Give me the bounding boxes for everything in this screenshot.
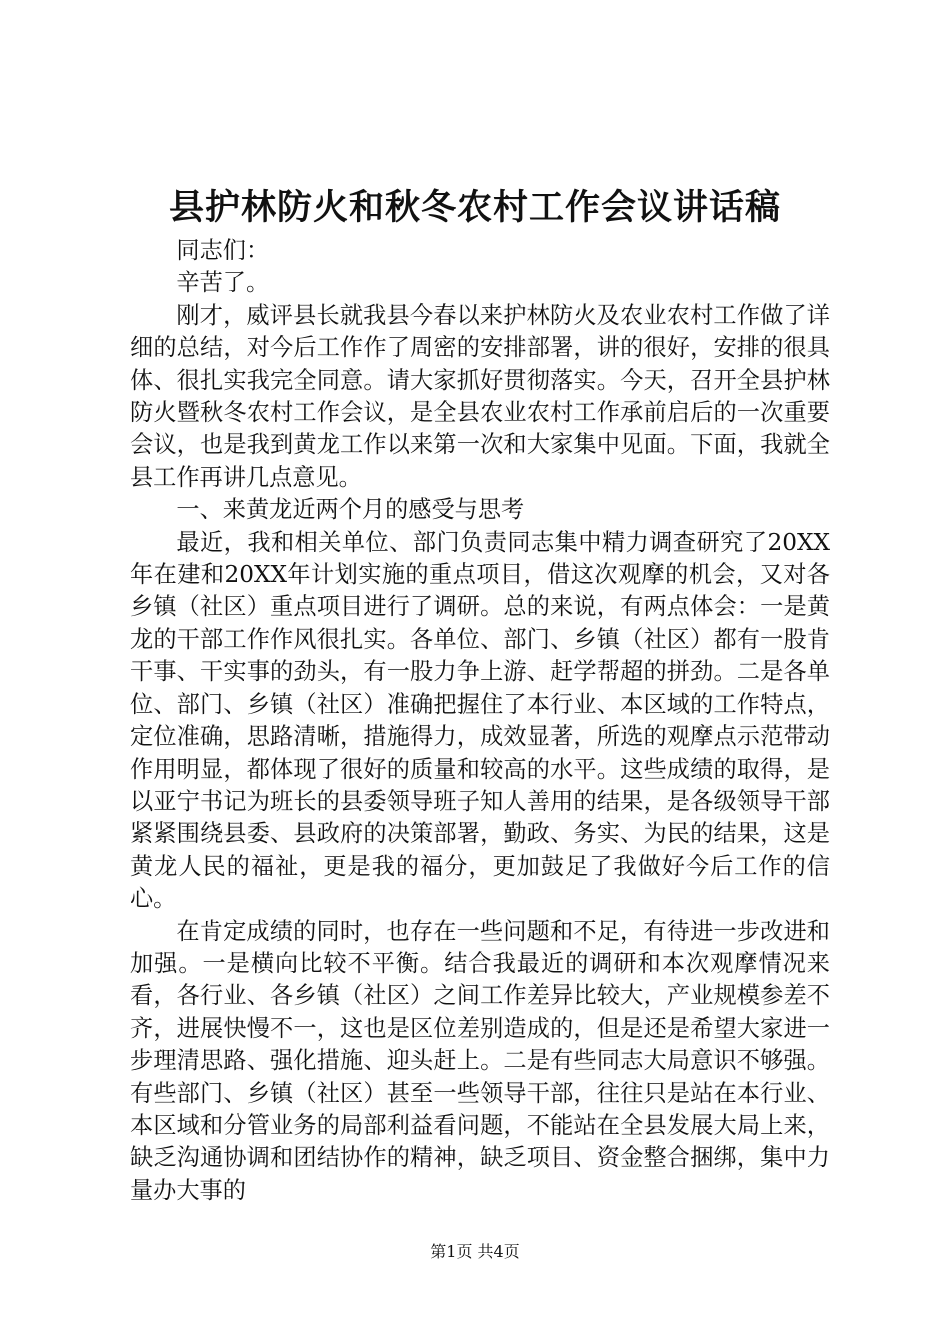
section-heading: 一、来黄龙近两个月的感受与思考 bbox=[176, 496, 525, 524]
document-body bbox=[130, 235, 830, 1207]
salutation-paragraph: 同志们： bbox=[176, 237, 270, 264]
opening-paragraph: 刚才，威评县长就我县今春以来护林防火及农业农村工作做了详细的总结，对今后工作作了周密的安排部署，讲的很好，安排的很具体、很扎实我完全同意。请大家抓好贯彻落实。今天，召开全县护林防火暨秋冬农村工作会议，是全县农业农村工作承前启后的一次重要会议，也是我到黄龙工作以来第一次和大家集中见面。下面，我就全县工作再讲几点意见。 bbox=[130, 301, 830, 491]
document-title: 县护林防火和秋冬农村工作会议讲话稿 bbox=[168, 187, 781, 228]
greeting-paragraph: 辛苦了。 bbox=[176, 269, 270, 297]
body-paragraph: 在肯定成绩的同时，也存在一些问题和不足，有待进一步改进和加强。一是横向比较不平衡。结合我最近的调研和本次观摩情况来看，各行业、各乡镇（社区）之间工作差异比较大，产业规模参差不齐，进展快慢不一，这也是区位差别造成的，但是还是希望大家进一步理清思路、强化措施、迎头赶上。二是有些同志大局意识不够强。有些部门、乡镇（社区）甚至一些领导干部，往往只是站在本行业、本区域和分管业务的局部利益看问题，不能站在全县发展大局上来，缺乏沟通协调和团结协作的精神，缺乏项目、资金整合捆绑，集中力量办大事的 bbox=[130, 917, 830, 1204]
page-footer: 第1页 共4页 bbox=[430, 1242, 520, 1261]
body-paragraph: 最近，我和相关单位、部门负责同志集中精力调查研究了20XX年在建和20XX年计划实施的重点项目，借这次观摩的机会，又对各乡镇（社区）重点项目进行了调研。总的来说，有两点体会：一是黄龙的干部工作作风很扎实。各单位、部门、乡镇（社区）都有一股肯干事、干实事的劲头，有一股力争上游、赶学帮超的拼劲。二是各单位、部门、乡镇（社区）准确把握住了本行业、本区域的工作特点，定位准确，思路清晰，措施得力，成效显著，所选的观摩点示范带动作用明显，都体现了很好的质量和较高的水平。这些成绩的取得，是以亚宁书记为班长的县委领导班子知人善用的结果，是各级领导干部紧紧围绕县委、县政府的决策部署，勤政、务实、为民的结果，这是黄龙人民的福祉，更是我的福分，更加鼓足了我做好今后工作的信心。 bbox=[130, 528, 830, 913]
